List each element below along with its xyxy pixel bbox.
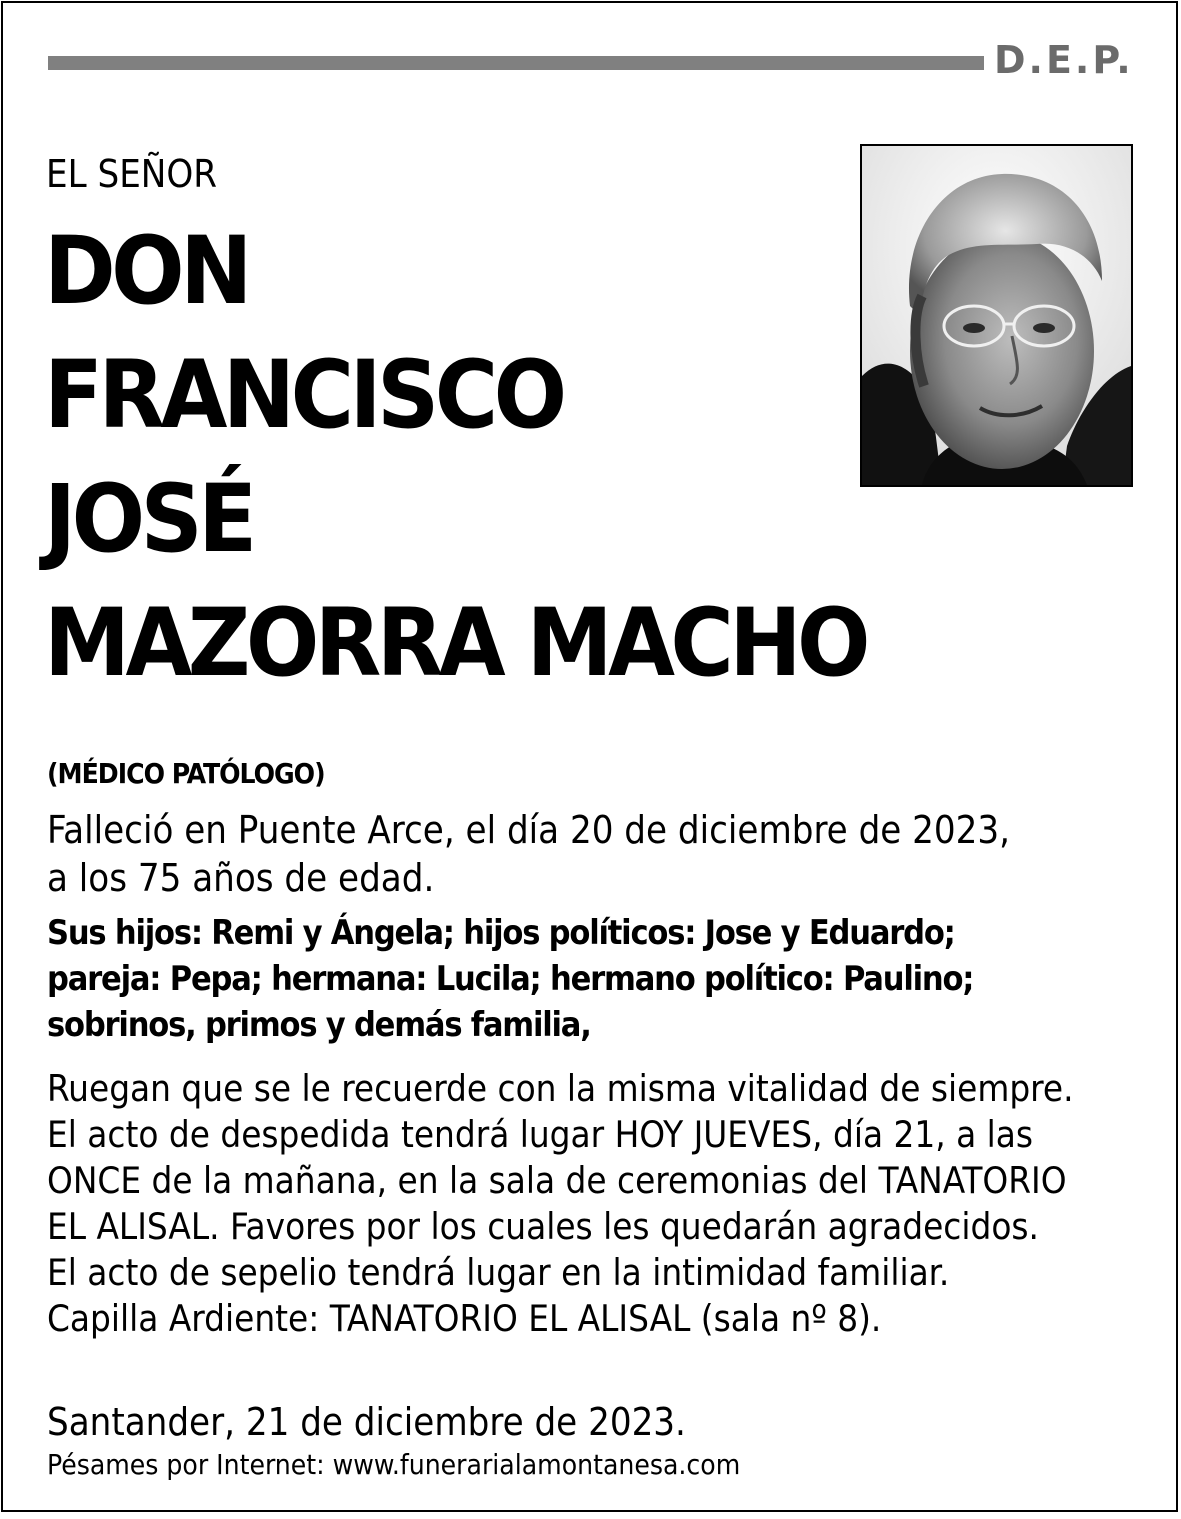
message-line-1: Ruegan que se le recuerde con la misma vitalidad de siempre. <box>47 1067 1074 1110</box>
deceased-name <box>44 210 866 706</box>
message-line-4: EL ALISAL. Favores por los cuales les quedarán agradecidos. <box>47 1205 1039 1248</box>
portrait-illustration <box>862 146 1131 485</box>
family-list <box>47 910 973 1048</box>
ceremony-message <box>47 1066 1074 1342</box>
message-line-5: El acto de sepelio tendrá lugar en la intimidad familiar. <box>47 1251 950 1294</box>
family-line-3: sobrinos, primos y demás familia, <box>47 1005 591 1045</box>
message-line-2: El acto de despedida tendrá lugar HOY JUEVES, día 21, a las <box>47 1113 1034 1156</box>
death-notice <box>47 806 1010 902</box>
place-date: Santander, 21 de diciembre de 2023. <box>47 1400 686 1444</box>
death-line-2: a los 75 años de edad. <box>47 856 435 900</box>
profession-label: (MÉDICO PATÓLOGO) <box>47 757 325 790</box>
name-line-2: FRANCISCO <box>44 341 563 450</box>
honorific-label: EL SEÑOR <box>46 152 218 196</box>
message-line-3: ONCE de la mañana, en la sala de ceremonias del TANATORIO <box>47 1159 1067 1202</box>
name-line-4: MAZORRA MACHO <box>44 589 866 698</box>
death-line-1: Falleció en Puente Arce, el día 20 de diciembre de 2023, <box>47 808 1011 852</box>
name-line-3: JOSÉ <box>44 465 253 574</box>
name-line-1: DON <box>44 217 248 326</box>
family-line-1: Sus hijos: Remi y Ángela; hijos políticos: Jose y Eduardo; <box>47 913 955 953</box>
portrait-photo <box>860 144 1133 487</box>
header-rule <box>48 56 984 70</box>
message-line-6: Capilla Ardiente: TANATORIO EL ALISAL (sala nº 8). <box>47 1297 882 1340</box>
dep-label: D.E.P. <box>994 38 1134 82</box>
condolences-website: Pésames por Internet: www.funerarialamontanesa.com <box>47 1448 741 1481</box>
family-line-2: pareja: Pepa; hermana: Lucila; hermano político: Paulino; <box>47 959 974 999</box>
